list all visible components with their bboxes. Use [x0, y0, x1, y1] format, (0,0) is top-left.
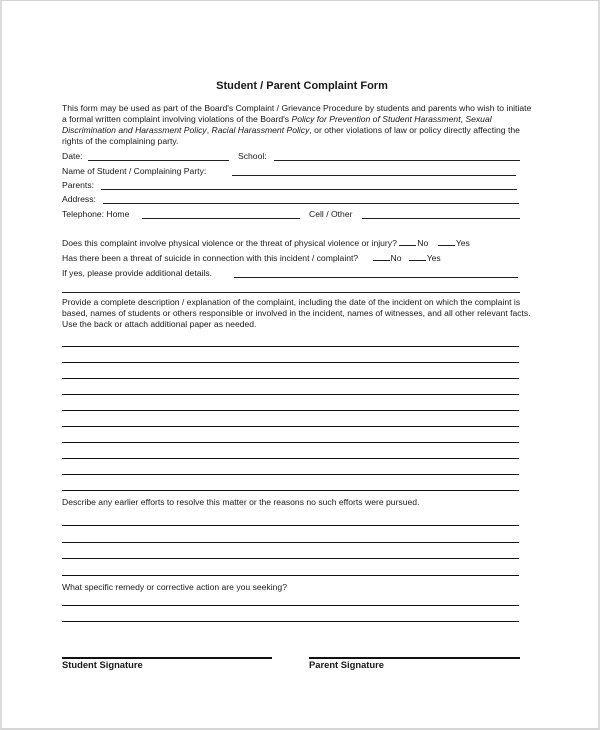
description-line-9[interactable]: [62, 474, 519, 475]
remedy-line-2[interactable]: [62, 621, 519, 622]
earlier-efforts-prompt: Describe any earlier efforts to resolve this matter or the reasons no such efforts were pursued.: [62, 497, 420, 507]
school-label: School:: [238, 151, 267, 161]
details-field-line-2[interactable]: [62, 292, 520, 293]
earlier-efforts-line-2[interactable]: [62, 542, 519, 543]
policy-name-harassment: Policy for Prevention of Student Harassment: [291, 114, 461, 124]
earlier-efforts-line-1[interactable]: [62, 525, 519, 526]
violence-yes-label: Yes: [455, 238, 470, 248]
date-label: Date:: [62, 151, 83, 161]
description-line-3[interactable]: [62, 378, 519, 379]
description-line-1[interactable]: [62, 346, 519, 347]
details-field-line-1[interactable]: [234, 277, 518, 278]
separator: ,: [460, 114, 466, 124]
address-field[interactable]: [103, 203, 519, 204]
description-line-6[interactable]: [62, 426, 519, 427]
remedy-prompt: What specific remedy or corrective action are you seeking?: [62, 582, 287, 592]
description-line-7[interactable]: [62, 442, 519, 443]
violence-no-label: No: [417, 238, 429, 248]
address-label: Address:: [62, 194, 96, 204]
intro-text: This form may be used as part of the Board's Complaint / Grievance Procedure by students and parents who wish to initiate a formal written complaint involving violations of the Board's: [62, 103, 532, 124]
remedy-line-1[interactable]: [62, 605, 519, 606]
date-field[interactable]: [88, 160, 229, 161]
violence-question: [62, 238, 470, 248]
telephone-home-label: Telephone: Home: [62, 209, 130, 219]
parent-signature-label: Parent Signature: [309, 659, 385, 670]
form-title: Student / Parent Complaint Form: [216, 80, 388, 92]
suicide-question-text: Has there been a threat of suicide in connection with this incident / complaint?: [62, 253, 359, 263]
details-label: If yes, please provide additional details.: [62, 268, 213, 278]
description-line-4[interactable]: [62, 394, 519, 395]
description-line-8[interactable]: [62, 458, 519, 459]
suicide-no-blank[interactable]: [373, 253, 390, 261]
suicide-yes-blank[interactable]: [409, 253, 426, 261]
policy-name-sexual-discrimination: Sexual Discrimination and Harassment Policy: [62, 114, 492, 135]
student-signature-label: Student Signature: [62, 659, 143, 670]
earlier-efforts-line-4[interactable]: [62, 575, 519, 576]
description-line-10[interactable]: [62, 490, 519, 491]
intro-paragraph: [62, 103, 532, 147]
description-prompt: Provide a complete description / explanation of the complaint, including the date of the incident on which the complaint is based, names of students or others responsible or involved in the incident, names of witnesses, and all other relevant facts. Use the back or attach additional paper as needed.: [62, 297, 531, 329]
student-name-field[interactable]: [232, 175, 516, 176]
parents-label: Parents:: [62, 180, 95, 190]
violence-no-blank[interactable]: [399, 238, 416, 246]
violence-question-text: Does this complaint involve physical violence or the threat of physical violence or injury?: [62, 238, 397, 248]
cell-other-label: Cell / Other: [309, 209, 353, 219]
description-line-2[interactable]: [62, 362, 519, 363]
separator: ,: [206, 125, 212, 135]
school-field[interactable]: [274, 160, 520, 161]
policy-name-racial-harassment: Racial Harassment Policy: [211, 125, 310, 135]
suicide-no-label: No: [390, 253, 402, 263]
suicide-question: [62, 253, 441, 263]
description-line-5[interactable]: [62, 410, 519, 411]
violence-yes-blank[interactable]: [438, 238, 455, 246]
cell-other-field[interactable]: [362, 218, 520, 219]
earlier-efforts-line-3[interactable]: [62, 558, 519, 559]
parents-field[interactable]: [101, 189, 517, 190]
telephone-home-field[interactable]: [142, 218, 300, 219]
student-name-label: Name of Student / Complaining Party:: [62, 166, 207, 176]
suicide-yes-label: Yes: [426, 253, 441, 263]
intro-text-end: , or other violations of law or policy directly affecting the rights of the complaining party.: [62, 125, 520, 146]
